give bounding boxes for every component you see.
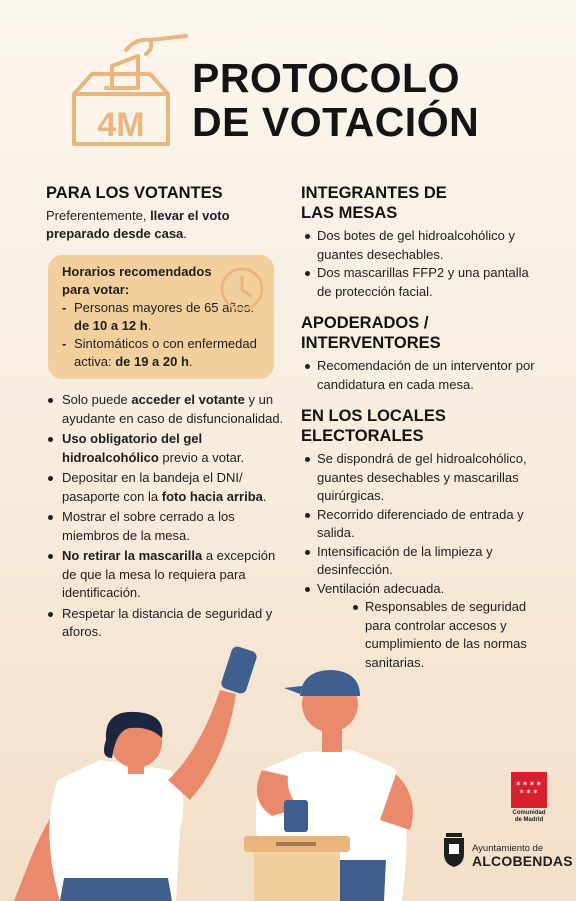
woman-voter-figure — [14, 645, 258, 901]
list-item: Solo puede acceder el votante y un ayudante en caso de disfuncionalidad. — [46, 391, 286, 428]
list-item: Intensificación de la limpieza y desinfección. — [301, 543, 541, 580]
ballot-box-label: 4M — [97, 106, 145, 144]
recommended-schedule-box — [48, 255, 274, 379]
list-item: Depositar en la bandeja el DNI/ pasaporte con la foto hacia arriba. — [46, 469, 286, 506]
list-item: Uso obligatorio del gel hidroalcohólico previo a votar. — [46, 430, 286, 467]
clock-icon — [218, 265, 266, 313]
voters-intro: Preferentemente, llevar el voto preparado desde casa. — [46, 208, 230, 241]
schedule-row: - Personas mayores de 65 años: de 10 a 12 h. — [62, 300, 254, 333]
list-item: Dos botes de gel hidroalcohólico y guantes desechables. — [301, 227, 541, 264]
page-title — [192, 56, 479, 144]
list-item: No retirar la mascarilla a excepción de que la mesa lo requiera para identificación. — [46, 547, 286, 603]
alcobendas-wordmark: Ayuntamiento de ALCOBENDAS — [472, 843, 573, 869]
ballot-box-figure — [244, 836, 350, 901]
voters-column — [46, 183, 286, 644]
staff-column — [301, 183, 541, 684]
schedule-title: Horarios recomendados para votar: — [62, 264, 212, 297]
list-item: Responsables de seguridad para controlar accesos y cumplimiento de las normas sanitarias. — [349, 598, 541, 672]
comunidad-madrid-logo — [511, 772, 547, 808]
list-item: Ventilación adecuada. — [301, 580, 541, 599]
title-line-2: DE VOTACIÓN — [192, 99, 480, 145]
list-item: Mostrar el sobre cerrado a los miembros de la mesa. — [46, 508, 286, 545]
schedule-row: - Sintomáticos o con enfermedad activa: de 19 a 20 h. — [62, 336, 257, 369]
voters-heading: PARA LOS VOTANTES — [46, 184, 223, 202]
comunidad-madrid-wordmark: Comunidad de Madrid — [512, 810, 546, 823]
alcobendas-crest-icon — [440, 832, 468, 868]
list-item: Se dispondrá de gel hidroalcohólico, guantes desechables y mascarillas quirúrgicas. — [301, 450, 541, 506]
list-item: Respetar la distancia de seguridad y aforos. — [46, 605, 286, 642]
stars-icon: ✶✶✶✶ ✶✶✶ — [515, 781, 543, 796]
section-heading: EN LOS LOCALES ELECTORALES — [301, 407, 446, 445]
ballot-box-icon — [66, 30, 196, 150]
title-line-1: PROTOCOLO — [192, 55, 460, 101]
table-members-section — [301, 183, 541, 301]
section-heading: INTEGRANTES DE LAS MESAS — [301, 184, 447, 222]
observers-section — [301, 313, 541, 394]
list-item: Recorrido diferenciado de entrada y salida. — [301, 506, 541, 543]
list-item: Recomendación de un interventor por candidatura en cada mesa. — [301, 357, 541, 394]
section-heading: APODERADOS / INTERVENTORES — [301, 314, 441, 352]
voters-rules-list — [46, 391, 286, 642]
list-item: Dos mascarillas FFP2 y una pantalla de protección facial. — [301, 264, 541, 301]
